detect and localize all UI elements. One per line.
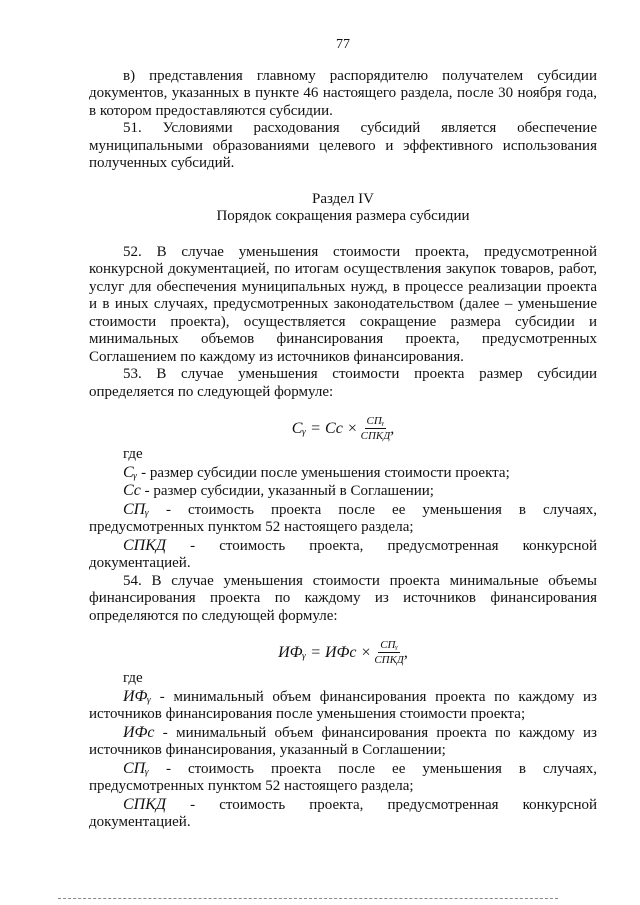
definition-text: - стоимость проекта после ее уменьшения в случаях, предусмотренных пунктом 52 настоящего раздела; [89, 760, 597, 794]
definition-symbol: Сᵧ [123, 463, 138, 481]
formula-1-tail: , [390, 419, 395, 437]
definition-item [89, 760, 597, 796]
formula-2-fraction [374, 639, 404, 666]
page-bottom-divider [58, 898, 558, 899]
formula-2-lhs: ИФᵧ = ИФс × [278, 643, 372, 661]
formula-2-numerator: СПᵧ [380, 639, 399, 651]
definition-text: - размер субсидии, указанный в Соглашении; [140, 483, 434, 499]
where-label-2: где [123, 670, 143, 686]
formula-2-denominator: СПКД [374, 654, 404, 666]
formula-2-tail: , [403, 643, 408, 661]
definition-text: - минимальный объем финансирования проекта по каждому из источников финансирования после уменьшения стоимости проекта; [89, 688, 597, 722]
definition-text: - стоимость проекта, предусмотренная конкурсной документацией. [89, 796, 597, 830]
definition-item [89, 464, 597, 483]
document-page [89, 36, 597, 832]
definition-text: - стоимость проекта, предусмотренная конкурсной документацией. [89, 537, 597, 571]
definition-item [89, 796, 597, 832]
formula-1-fraction [361, 415, 391, 442]
formula-1-numerator: СПᵧ [366, 415, 385, 427]
paragraph-54: 54. В случае уменьшения стоимости проекта минимальные объемы финансирования проекта по каждому из источников финансирования определяются по следующей формуле: [89, 572, 597, 624]
page-number: 77 [336, 37, 350, 52]
definition-text: - минимальный объем финансирования проекта по каждому из источников финансирования, указанный в Соглашении; [89, 724, 597, 758]
where-label-1: где [123, 446, 143, 462]
definition-text: - стоимость проекта после ее уменьшения в случаях, предусмотренных пунктом 52 настоящего раздела; [89, 501, 597, 535]
paragraph-53: 53. В случае уменьшения стоимости проекта размер субсидии определяется по следующей формуле: [89, 366, 597, 400]
definition-symbol: СПᵧ [123, 759, 149, 777]
definition-item [89, 724, 597, 760]
formula-1-lhs: Сᵧ = Сс × [291, 419, 358, 437]
definition-symbol: ИФᵧ [123, 687, 152, 705]
definition-symbol: СПКД [123, 795, 167, 813]
paragraph-51: 51. Условиями расходования субсидий является обеспечение муниципальными образованиями целевого и эффективного использования полученных субсидий. [89, 120, 597, 171]
section-subtitle: Порядок сокращения размера субсидии [216, 208, 470, 224]
section-title: Раздел IV [311, 190, 374, 207]
definition-symbol: ИФс [123, 723, 155, 741]
definition-symbol: СПКД [123, 536, 167, 554]
formula-1-denominator: СПКД [360, 430, 391, 442]
paragraph-50v: в) представления главному распорядителю получателем субсидии документов, указанных в пункте 46 настоящего раздела, после 30 ноября года, в котором предоставляются субсидии. [89, 67, 597, 119]
formula-financing [89, 639, 597, 666]
definition-item [89, 501, 597, 537]
definition-item [89, 482, 597, 501]
paragraph-52: 52. В случае уменьшения стоимости проекта, предусмотренной конкурсной документацией, по итогам осуществления закупок товаров, работ, услуг для обеспечения муниципальных нужд, в процессе реализации проекта и в иных случаях, предусмотренных законодательством (далее – уменьшение стоимости проекта), осуществляется сокращение размера субсидии и минимальных объемов финансирования проекта, предусмотренных Соглашением по каждому из источников финансирования. [89, 243, 597, 365]
definition-symbol: Сс [123, 482, 141, 499]
formula-subsidy [89, 415, 597, 442]
definition-symbol: СПᵧ [123, 500, 149, 518]
definition-item [89, 537, 597, 573]
definition-text: - размер субсидии после уменьшения стоимости проекта; [137, 464, 510, 481]
definition-item [89, 688, 597, 724]
